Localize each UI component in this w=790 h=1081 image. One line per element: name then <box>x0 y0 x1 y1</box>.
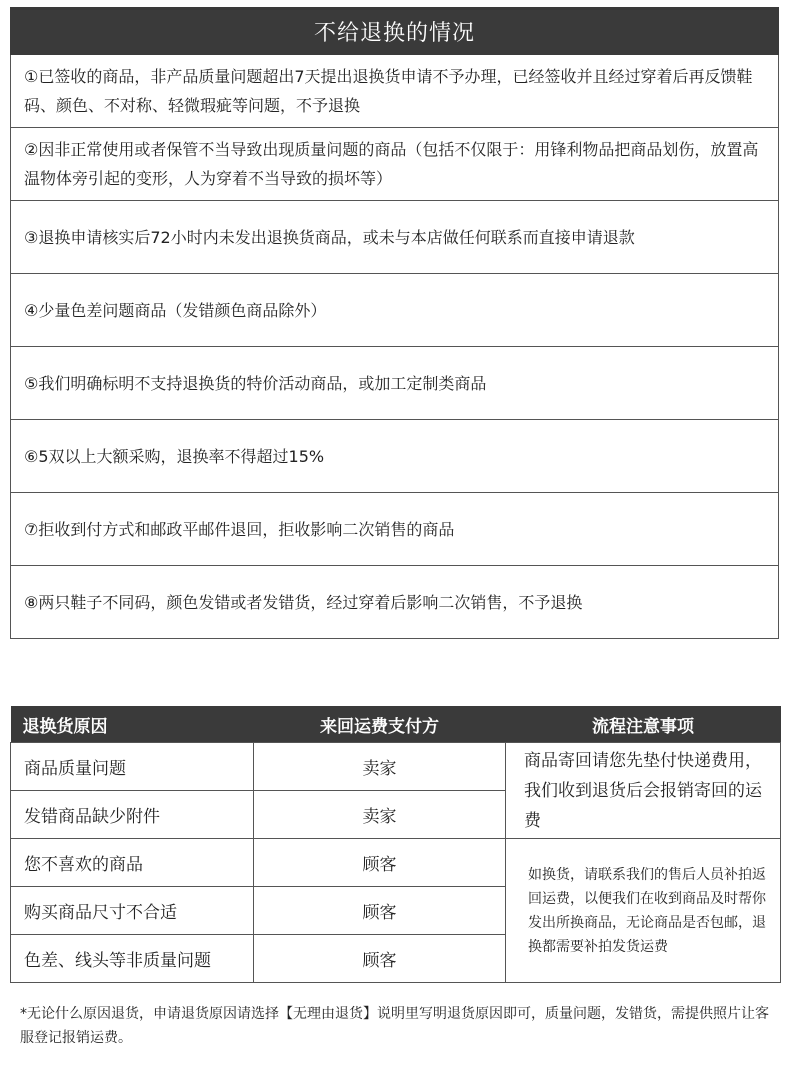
rule-item <box>11 419 778 492</box>
rule-item <box>11 492 778 565</box>
reason-cell: 发错商品缺少附件 <box>11 791 254 839</box>
rule-text: ③退换申请核实后72小时内未发出退换货商品，或未与本店做任何联系而直接申请退款 <box>24 227 635 247</box>
reason-cell: 购买商品尺寸不合适 <box>11 887 254 935</box>
rule-text: ⑧两只鞋子不同码，颜色发错或者发错货，经过穿着后影响二次销售，不予退换 <box>24 592 583 612</box>
rule-item <box>11 273 778 346</box>
rule-item <box>11 346 778 419</box>
payer-cell: 卖家 <box>254 743 506 791</box>
table-header-row <box>11 706 781 743</box>
no-return-section <box>10 7 779 639</box>
rule-text: ②因非正常使用或者保管不当导致出现质量问题的商品（包括不仅限于：用锋利物品把商品划伤，放置高温物体旁引起的变形，人为穿着不当导致的损坏等） <box>24 140 759 188</box>
no-return-rules <box>10 55 779 639</box>
rule-item <box>11 565 778 638</box>
no-return-title: 不给退换的情况 <box>10 7 779 55</box>
payer-cell: 卖家 <box>254 791 506 839</box>
seller-note-cell: 商品寄回请您先垫付快递费用，我们收到退货后会报销寄回的运费 <box>506 743 781 839</box>
rule-item <box>11 200 778 273</box>
table-row <box>11 743 781 791</box>
table-row <box>11 839 781 887</box>
header-notes: 流程注意事项 <box>506 706 781 743</box>
rule-text: ⑦拒收到付方式和邮政平邮件退回，拒收影响二次销售的商品 <box>24 519 455 539</box>
reason-cell: 您不喜欢的商品 <box>11 839 254 887</box>
payer-cell: 顾客 <box>254 887 506 935</box>
rule-text: ①已签收的商品，非产品质量问题超出7天提出退换货申请不予办理，已经签收并且经过穿着后再反馈鞋码、颜色、不对称、轻微瑕疵等问题，不予退换 <box>24 67 753 115</box>
rule-text: ⑥5双以上大额采购，退换率不得超过15% <box>24 446 325 466</box>
rule-item <box>11 127 778 200</box>
payer-cell: 顾客 <box>254 935 506 983</box>
reason-cell: 商品质量问题 <box>11 743 254 791</box>
reason-cell: 色差、线头等非质量问题 <box>11 935 254 983</box>
return-policy-section <box>10 706 780 983</box>
rule-text: ⑤我们明确标明不支持退换货的特价活动商品，或加工定制类商品 <box>24 373 487 393</box>
return-policy-table <box>10 706 781 983</box>
rule-text: ④少量色差问题商品（发错颜色商品除外） <box>24 300 327 320</box>
payer-cell: 顾客 <box>254 839 506 887</box>
rule-item <box>11 55 778 127</box>
header-payer: 来回运费支付方 <box>254 706 506 743</box>
footnote: *无论什么原因退货，申请退货原因请选择【无理由退货】说明里写明退货原因即可，质量问题，发错货，需提供照片让客服登记报销运费。 <box>20 1006 769 1046</box>
customer-note-cell: 如换货，请联系我们的售后人员补拍返回运费，以便我们在收到商品及时帮你发出所换商品，无论商品是否包邮，退换都需要补拍发货运费 <box>506 839 781 983</box>
header-reason: 退换货原因 <box>11 706 254 743</box>
